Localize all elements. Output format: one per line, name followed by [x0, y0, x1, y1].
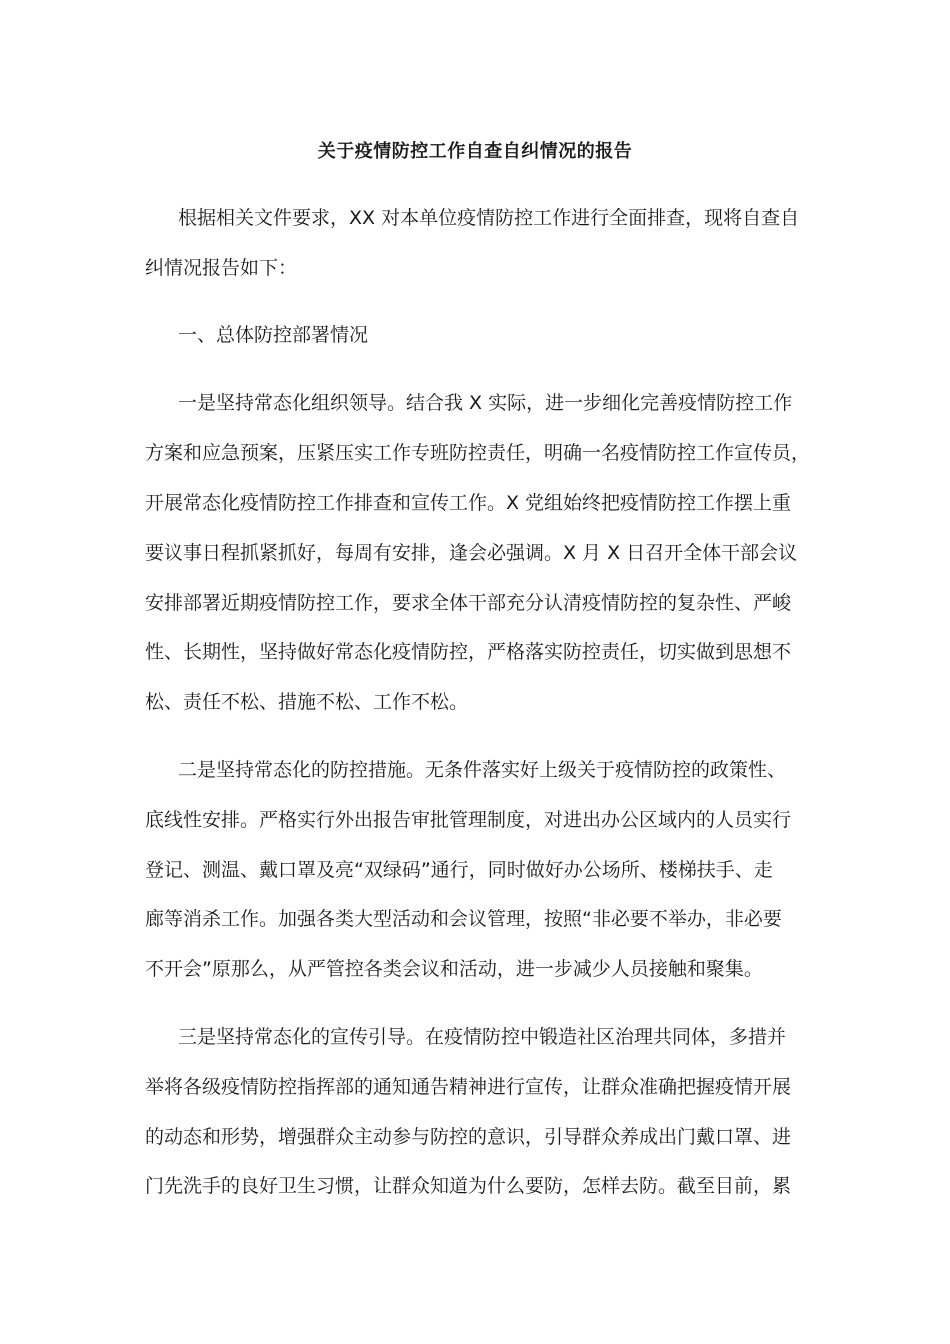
paragraph-line: 根据相关文件要求，XX 对本单位疫情防控工作进行全面排查，现将自查自 [178, 207, 800, 229]
paragraph-line: 纠情况报告如下： [145, 257, 298, 279]
paragraph-line: 二是坚持常态化的防控措施。无条件落实好上级关于疫情防控的政策性、 [178, 759, 787, 781]
paragraph-line: 安排部署近期疫情防控工作，要求全体干部充分认清疫情防控的复杂性、严峻 [145, 592, 792, 614]
paragraph-line: 廊等消杀工作。加强各类大型活动和会议管理，按照“非必要不举办，非必要 [145, 908, 782, 930]
section-heading: 一、总体防控部署情况 [178, 324, 369, 346]
paragraph-line: 底线性安排。严格实行外出报告审批管理制度，对进出办公区域内的人员实行 [145, 809, 792, 831]
paragraph-line: 一是坚持常态化组织领导。结合我 X 实际，进一步细化完善疫情防控工作 [178, 392, 793, 414]
paragraph-line: 三是坚持常态化的宣传引导。在疫情防控中锻造社区治理共同体，多措并 [178, 1026, 787, 1048]
paragraph-line: 性、长期性，坚持做好常态化疫情防控，严格落实防控责任，切实做到思想不 [145, 641, 792, 663]
paragraph-line: 门先洗手的良好卫生习惯，让群众知道为什么要防，怎样去防。截至目前，累 [145, 1175, 792, 1197]
paragraph-line: 要议事日程抓紧抓好，每周有安排，逢会必强调。X 月 X 日召开全体干部会议 [145, 542, 798, 564]
paragraph-line: 开展常态化疫情防控工作排查和宣传工作。X 党组始终把疫情防控工作摆上重 [145, 492, 792, 514]
paragraph-line: 举将各级疫情防控指挥部的通知通告精神进行宣传，让群众准确把握疫情开展 [145, 1076, 792, 1098]
paragraph-line: 的动态和形势，增强群众主动参与防控的意识，引导群众养成出门戴口罩、进 [145, 1126, 792, 1148]
paragraph-line: 松、责任不松、措施不松、工作不松。 [145, 691, 469, 713]
document-title: 关于疫情防控工作自查自纠情况的报告 [317, 141, 633, 162]
paragraph-line: 方案和应急预案，压紧压实工作专班防控责任，明确一名疫情防控工作宣传员， [145, 442, 811, 464]
paragraph-line: 不开会”原那么，从严管控各类会议和活动，进一步减少人员接触和聚集。 [145, 958, 763, 980]
paragraph-line: 登记、测温、戴口罩及亮“双绿码”通行，同时做好办公场所、楼梯扶手、走 [145, 859, 773, 881]
